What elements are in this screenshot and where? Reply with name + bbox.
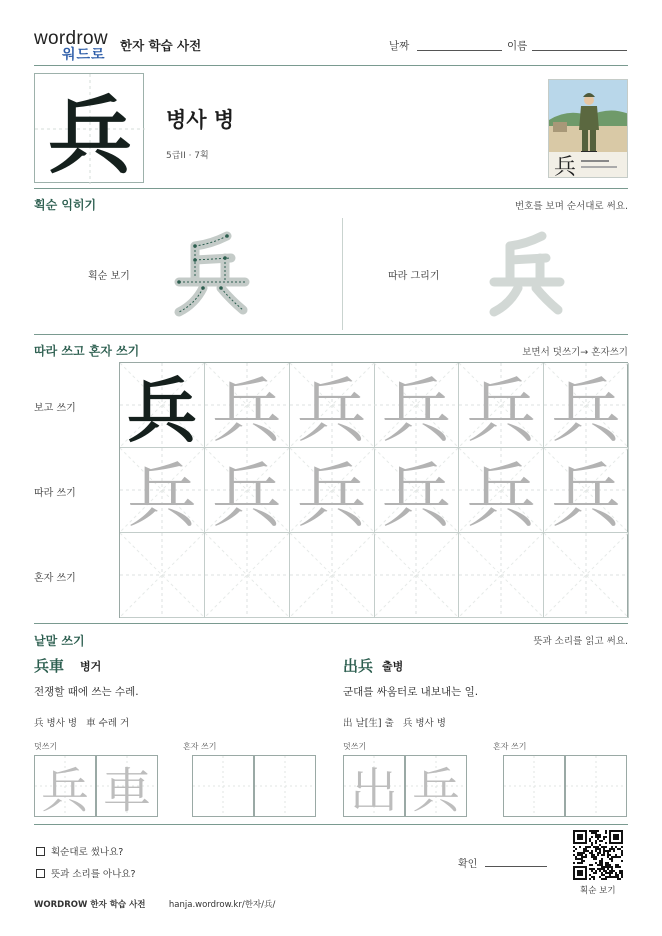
- practice-cell[interactable]: [544, 448, 629, 537]
- word-alone-box[interactable]: [192, 755, 254, 817]
- header-divider: [34, 65, 628, 66]
- word-trace-character: 車: [102, 762, 151, 819]
- word-trace-box[interactable]: [96, 755, 158, 817]
- practice-cell[interactable]: [120, 448, 205, 537]
- confirm-field[interactable]: [485, 866, 547, 867]
- word-trace-box[interactable]: [343, 755, 405, 817]
- row-label-view: 보고 쓰기: [34, 403, 76, 414]
- practice-cell[interactable]: [374, 448, 459, 537]
- practice-character: [374, 533, 458, 617]
- practice-cell[interactable]: [205, 448, 290, 537]
- hero-character-box: [34, 73, 144, 183]
- row-label-trace: 따라 쓰기: [34, 488, 76, 499]
- stroke-section-title: 획순 익히기: [34, 198, 97, 212]
- word-1-alone-label: 혼자 쓰기: [183, 742, 217, 751]
- words-section-title: 낱말 쓰기: [34, 634, 85, 648]
- word-2-alone-label: 혼자 쓰기: [493, 742, 527, 751]
- logo: [34, 28, 114, 64]
- stroke-divider: [342, 218, 343, 330]
- word-trace-box[interactable]: [34, 755, 96, 817]
- hero-meta: 5급II · 7획: [166, 151, 209, 161]
- logo-korean: 워드로: [62, 47, 106, 63]
- practice-cell[interactable]: [459, 533, 544, 618]
- checkbox-icon[interactable]: [36, 847, 45, 856]
- qr-label: 획순 보기: [580, 886, 616, 896]
- practice-character: 兵: [466, 454, 537, 537]
- word-trace-box[interactable]: [405, 755, 467, 817]
- word-2-hanja: 出兵: [343, 657, 374, 675]
- practice-character: 兵: [211, 369, 282, 452]
- word-1-trace-label: 덧쓰기: [34, 742, 58, 751]
- practice-character: 兵: [466, 369, 537, 452]
- logo-wordmark: wordrow: [34, 28, 108, 49]
- box-guide-lines: [504, 756, 564, 816]
- practice-cell[interactable]: [374, 533, 459, 618]
- checklist-label: 획순대로 썼나요?: [51, 847, 124, 858]
- word-1-meaning: 전쟁할 때에 쓰는 수레.: [34, 686, 139, 698]
- footer-brand: WORDROW 한자 학습 사전: [34, 900, 146, 910]
- word-2-chars: 出 날[生] 출 兵 병사 병: [343, 718, 446, 729]
- practice-character: [120, 533, 204, 617]
- qr-code[interactable]: [573, 830, 623, 880]
- words-section-divider: [34, 824, 628, 825]
- practice-section-title: 따라 쓰고 혼자 쓰기: [34, 344, 140, 358]
- stroke-section-divider: [34, 334, 628, 335]
- practice-character: 兵: [211, 454, 282, 537]
- practice-cell[interactable]: [290, 363, 375, 452]
- hero-divider: [34, 188, 628, 189]
- stroke-order-diagram: [165, 230, 255, 320]
- practice-character: 兵: [127, 454, 197, 537]
- word-alone-box[interactable]: [503, 755, 565, 817]
- practice-character: 兵: [551, 454, 621, 537]
- word-trace-character: 兵: [40, 762, 89, 819]
- word-1-chars: 兵 병사 병 車 수레 거: [34, 718, 130, 729]
- stroke-trace-area[interactable]: [480, 230, 570, 320]
- word-1-hanja: 兵車: [34, 657, 65, 675]
- date-label: 날짜: [389, 40, 410, 52]
- practice-character: [290, 533, 374, 617]
- checkbox-icon[interactable]: [36, 869, 45, 878]
- practice-character: 兵: [296, 369, 367, 452]
- practice-cell[interactable]: [290, 448, 375, 537]
- footer: [34, 898, 275, 910]
- checklist-label: 뜻과 소리를 아나요?: [51, 869, 136, 880]
- words-section-note: 뜻과 소리를 읽고 써요.: [533, 636, 628, 647]
- row-label-alone: 혼자 쓰기: [34, 573, 76, 584]
- word-alone-box[interactable]: [254, 755, 316, 817]
- practice-cell[interactable]: [120, 363, 205, 452]
- practice-cell[interactable]: [544, 363, 629, 452]
- word-1-reading: 병거: [80, 660, 102, 673]
- name-field[interactable]: [532, 50, 627, 51]
- word-alone-box[interactable]: [565, 755, 627, 817]
- practice-character: 兵: [127, 368, 197, 452]
- hero-character: 兵: [47, 85, 132, 185]
- word-trace-character: 出: [349, 762, 398, 819]
- practice-character: 兵: [381, 454, 452, 537]
- soldier-illustration: [548, 79, 628, 178]
- practice-grid: [119, 362, 628, 618]
- word-2-reading: 출병: [382, 660, 404, 673]
- date-field[interactable]: [417, 50, 502, 51]
- word-2-trace-label: 덧쓰기: [343, 742, 367, 751]
- stroke-section-note: 번호를 보며 순서대로 써요.: [514, 201, 628, 212]
- practice-cell[interactable]: [374, 363, 459, 452]
- word-2-meaning: 군대를 싸움터로 내보내는 일.: [343, 686, 479, 698]
- practice-character: 兵: [296, 454, 367, 537]
- practice-character: [205, 533, 289, 617]
- practice-character: 兵: [381, 369, 452, 452]
- app-title: 한자 학습 사전: [120, 38, 202, 53]
- practice-cell[interactable]: [290, 533, 375, 618]
- word-trace-character: 兵: [411, 762, 460, 819]
- box-guide-lines: [193, 756, 253, 816]
- practice-cell[interactable]: [459, 363, 544, 452]
- name-label: 이름: [507, 40, 528, 52]
- practice-section-note: 보면서 덧쓰기→ 혼자쓰기: [522, 347, 628, 358]
- practice-character: 兵: [551, 369, 621, 452]
- box-guide-lines: [255, 756, 315, 816]
- checklist-item-meaning[interactable]: [36, 866, 136, 880]
- confirm-label: 확인: [458, 859, 478, 870]
- practice-cell[interactable]: [205, 533, 290, 618]
- box-guide-lines: [566, 756, 626, 816]
- checklist-item-stroke[interactable]: [36, 844, 123, 858]
- svg-text:兵: 兵: [554, 155, 577, 178]
- practice-character: [459, 533, 543, 617]
- practice-character: [544, 533, 628, 617]
- stroke-trace-label: 따라 그리기: [388, 271, 440, 282]
- practice-cell[interactable]: [120, 533, 205, 618]
- practice-cell[interactable]: [205, 363, 290, 452]
- stroke-view-label: 획순 보기: [88, 271, 130, 282]
- hero-name: 병사 병: [166, 108, 235, 132]
- practice-section-divider: [34, 623, 628, 624]
- footer-url[interactable]: hanja.wordrow.kr/한자/兵/: [168, 900, 276, 910]
- practice-cell[interactable]: [459, 448, 544, 537]
- practice-cell[interactable]: [544, 533, 629, 618]
